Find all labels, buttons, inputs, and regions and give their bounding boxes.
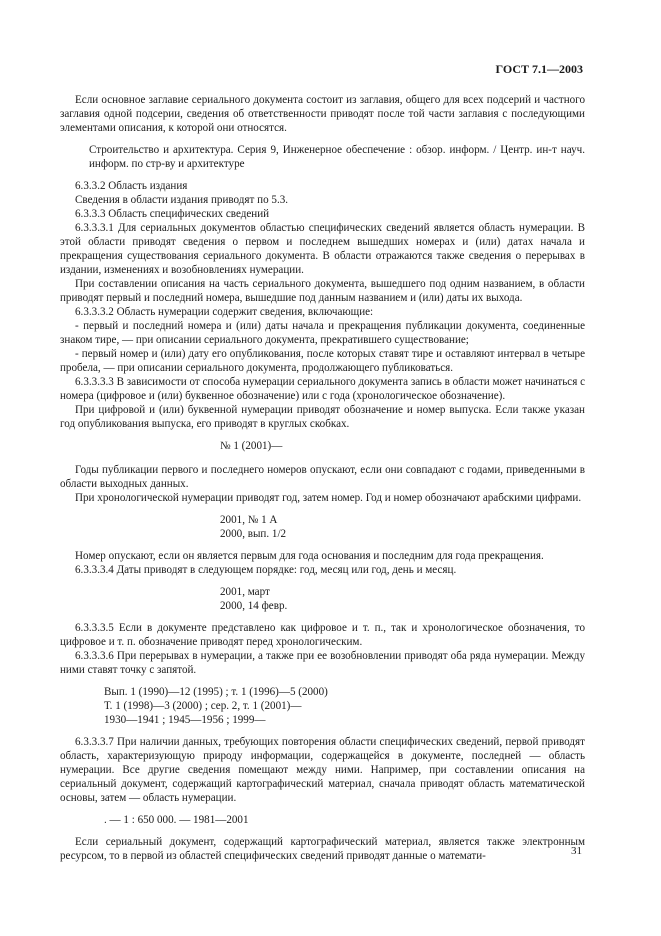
paragraph: При цифровой и (или) буквенной нумерации приводят обозначение и номер выпуска. Если также указан год опубликования выпуска, его приводят в круглых скобках. <box>60 404 585 430</box>
example-text: 2001, № 1 А <box>220 514 278 526</box>
section-heading: 6.3.3.3 Область специфических сведений <box>75 208 270 220</box>
example-text: № 1 (2001)— <box>220 440 283 452</box>
example-text: 1930—1941 ; 1945—1956 ; 1999— <box>104 714 266 726</box>
paragraph: Если основное заглавие сериального документа состоит из заглавия, общего для всех подсерий и частного заглавия одной подсерии, сведения об ответственности приводят после той части заглавия с последующими элементами описания, к которой они относятся. <box>60 94 585 134</box>
section-heading: 6.3.3.2 Область издания <box>75 180 188 192</box>
paragraph: 6.3.3.3.3 В зависимости от способа нумерации сериального документа запись в области может начинаться с номера (цифровое и (или) буквенное обозначение) или с года (хронологическое обозначение). <box>60 376 585 402</box>
example-text: Вып. 1 (1990)—12 (1995) ; т. 1 (1996)—5 (2000) <box>104 686 328 698</box>
paragraph: Годы публикации первого и последнего номеров опускают, если они совпадают с годами, приведенными в области выходных данных. <box>60 464 585 490</box>
page-number: 31 <box>571 845 582 857</box>
standard-header: ГОСТ 7.1—2003 <box>495 62 583 76</box>
paragraph: Номер опускают, если он является первым для года основания и последним для года прекращения. <box>75 550 544 562</box>
example-text: 2000, 14 февр. <box>220 600 288 612</box>
paragraph: 6.3.3.3.5 Если в документе представлено как цифровое и т. п., так и хронологическое обозначения, то цифровое и т. п. обозначение приводят перед хронологическим. <box>60 622 585 648</box>
example-text: Строительство и архитектура. Серия 9, Инженерное обеспечение : обзор. информ. / Центр. ин-т науч. информ. по стр-ву и архитектуре <box>89 144 585 170</box>
paragraph: 6.3.3.3.6 При перерывах в нумерации, а также при ее возобновлении приводят оба ряда нумерации. Между ними ставят точку с запятой. <box>60 650 585 676</box>
list-item: - первый и последний номера и (или) даты начала и прекращения публикации документа, соединенные знаком тире, — при описании сериального документа, прекратившего существование; <box>60 320 585 346</box>
example-text: . — 1 : 650 000. — 1981—2001 <box>104 814 249 826</box>
paragraph: При составлении описания на часть сериального документа, вышедшего под одним названием, в области приводят первый и последний номера, вышедшие под данным названием и (или) даты их выхода. <box>60 278 585 304</box>
paragraph: 6.3.3.3.4 Даты приводят в следующем порядке: год, месяц или год, день и месяц. <box>75 564 457 576</box>
paragraph: Сведения в области издания приводят по 5.3. <box>75 194 289 206</box>
list-item: - первый номер и (или) дату его опубликования, после которых ставят тире и оставляют интервал в четыре пробела, — при описании сериального документа, продолжающего публиковаться. <box>60 348 585 374</box>
example-text: 2000, вып. 1/2 <box>220 528 287 540</box>
example-text: 2001, март <box>220 586 270 598</box>
paragraph: 6.3.3.3.2 Область нумерации содержит сведения, включающие: <box>75 306 374 318</box>
paragraph: При хронологической нумерации приводят год, затем номер. Год и номер обозначают арабскими цифрами. <box>75 492 582 504</box>
paragraph: 6.3.3.3.1 Для сериальных документов областью специфических сведений является область нумерации. В этой области приводят сведения о первом и последнем вышедших номерах и (или) датах начала и прекращения существования сериального документа. В области отражаются также сведения о перерывах в издании, изменениях и возобновлениях нумерации. <box>60 222 585 276</box>
paragraph: Если сериальный документ, содержащий картографический материал, является также электронным ресурсом, то в первой из областей специфических сведений приводят данные о математи- <box>60 836 585 862</box>
example-text: Т. 1 (1998)—3 (2000) ; сер. 2, т. 1 (2001)— <box>104 700 302 712</box>
paragraph: 6.3.3.3.7 При наличии данных, требующих повторения области специфических сведений, первой приводят область, характеризующую природу информации, содержащейся в документе, последней — область нумерации. Все другие сведения помещают между ними. Например, при составлении описания на сериальный документ, содержащий картографический материал, сначала приводят область математической основы, затем — область нумерации. <box>60 736 585 804</box>
document-body <box>60 93 585 863</box>
